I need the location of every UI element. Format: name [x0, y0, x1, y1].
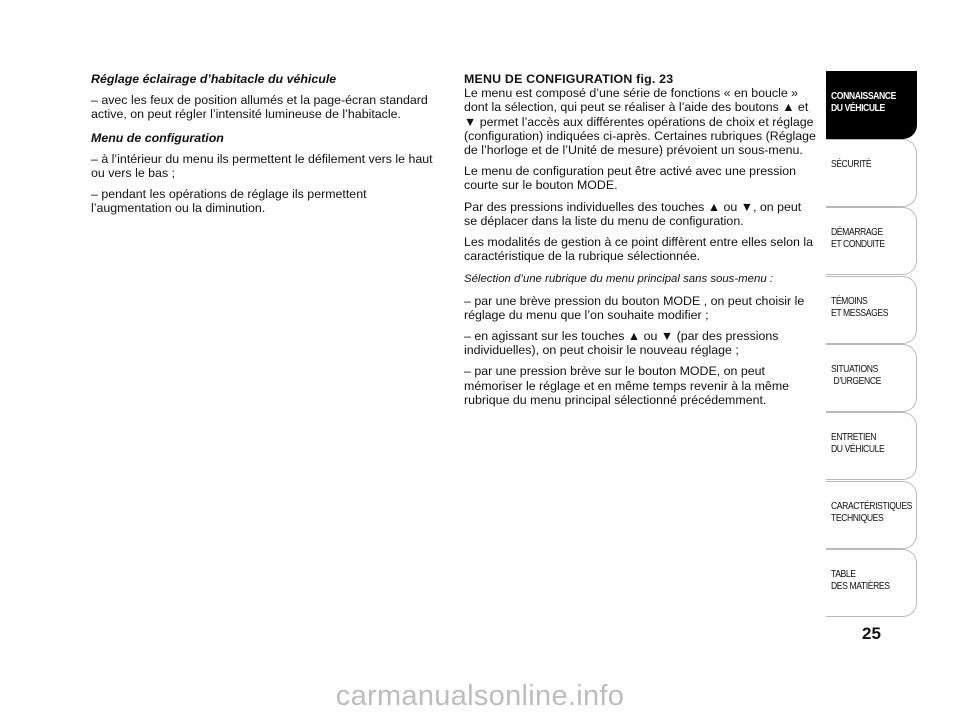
tab-label-line2: DU VÉHICULE [831, 101, 885, 114]
paragraph: – en agissant sur les touches ▲ ou ▼ (par des pressions individuelles), on peut choisir le nouveau réglage ; [464, 329, 779, 358]
tab-label-line1: SITUATIONS [831, 363, 878, 375]
tab-label-line1: ENTRETIEN [831, 431, 877, 443]
tab-table-des-matieres[interactable] [826, 549, 917, 617]
paragraph: – pendant les opérations de réglage ils permettent l’augmentation ou la diminution. [91, 187, 367, 216]
tab-label-line2: TECHNIQUES [831, 511, 884, 524]
tab-label-line1: CARACTÉRISTIQUES [831, 500, 912, 512]
tab-situations-durgence[interactable] [826, 344, 917, 412]
tab-entretien-du-vehicule[interactable] [826, 412, 917, 480]
right-column [464, 72, 816, 407]
left-column [91, 72, 441, 216]
tab-securite[interactable] [826, 139, 917, 207]
chapter-tabs [826, 71, 917, 617]
section-heading-config-menu: Menu de configuration [91, 130, 224, 145]
paragraph: Les modalités de gestion à ce point diffèrent entre elles selon la caractéristique de la rubrique sélectionnée. [464, 235, 813, 264]
paragraph: Le menu est composé d’une série de fonctions « en boucle » dont la sélection, qui peut se réaliser à l’aide des boutons ▲ et ▼ permet l’accès aux différentes opérations de choix et réglage (configuration) indiquées ci-après. Certaines rubriques (Réglage de l’horloge et de l’Unité de mesure) prévoient un sous-menu. [464, 86, 816, 158]
paragraph: – avec les feux de position allumés et la page-écran standard active, on peut régler l’intensité lumineuse de l’habitacle. [91, 93, 428, 122]
tab-demarrage-et-conduite[interactable] [826, 207, 917, 275]
tab-label-line1: DÉMARRAGE [831, 226, 883, 238]
tab-label-line1: TÉMOINS [831, 295, 868, 307]
paragraph: – par une brève pression du bouton MODE , on peut choisir le réglage du menu que l’on souhaite modifier ; [464, 293, 805, 322]
page-number: 25 [862, 624, 881, 643]
tab-label-line1: TABLE [831, 568, 856, 580]
paragraph: – par une pression brève sur le bouton MODE, on peut mémoriser le réglage et en même temps revenir à la même rubrique du menu principal sélectionné précédemment. [464, 364, 790, 407]
tab-label-line2: D’URGENCE [833, 374, 881, 387]
subheading-selection: Sélection d’une rubrique du menu principal sans sous-menu : [464, 273, 773, 286]
paragraph: Par des pressions individuelles des touches ▲ ou ▼, on peut se déplacer dans la liste du menu de configuration. [464, 199, 802, 228]
tab-label-line2: DU VÉHICULE [831, 442, 885, 455]
tab-temoins-et-messages[interactable] [826, 276, 917, 344]
tab-label-line2: ET CONDUITE [831, 237, 885, 250]
tab-label-line2: DES MATIÈRES [831, 579, 890, 592]
paragraph: – à l’intérieur du menu ils permettent le défilement vers le haut ou vers le bas ; [91, 151, 433, 181]
tab-label-line1: CONNAISSANCE [831, 90, 896, 102]
tab-label-line1: SÉCURITÉ [831, 158, 872, 170]
tab-connaissance-du-vehicule[interactable] [826, 71, 917, 139]
tab-label-line2: ET MESSAGES [831, 306, 889, 319]
section-title-config-menu: MENU DE CONFIGURATION fig. 23 [464, 72, 674, 86]
section-heading-interior-lighting: Réglage éclairage d’habitacle du véhicule [91, 72, 337, 86]
watermark: carmanualsonline.info [335, 680, 625, 712]
paragraph: Le menu de configuration peut être activé avec une pression courte sur le bouton MODE. [464, 164, 797, 193]
tab-caracteristiques-techniques[interactable] [826, 481, 917, 549]
